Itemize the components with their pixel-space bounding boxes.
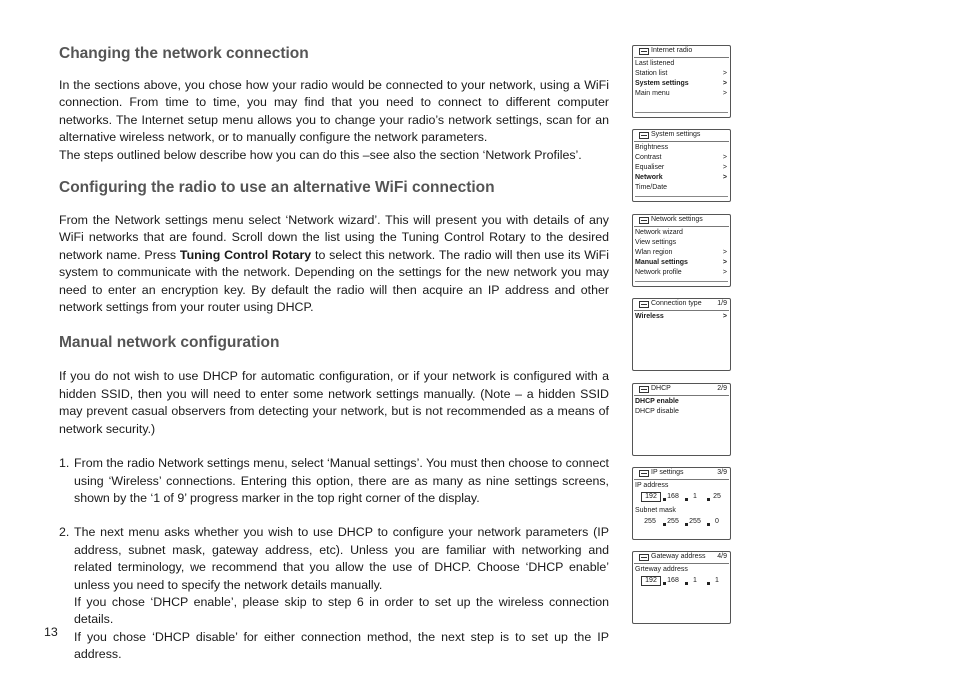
chevron-right-icon: > (722, 154, 727, 161)
progress-marker: 3/9 (717, 469, 727, 476)
menu-item: Main menu > (635, 90, 727, 97)
lcd-header (634, 384, 729, 396)
ip-octet-selected: 192 (641, 576, 661, 586)
menu-item: Last listened (635, 60, 675, 67)
lcd-header (634, 468, 729, 480)
field-label: Grteway address (635, 566, 688, 573)
chevron-right-icon: > (722, 313, 727, 320)
page-number: 13 (44, 625, 58, 639)
menu-item: View settings (635, 239, 677, 246)
paragraph: If you do not wish to use DHCP for automatic configuration, or if your network is configured with a hidden SSID, then you will need to enter some network settings manually. (Note – a hidden SSID may prevent casual observers from detecting your network, but is not recommended as a means of network security.) (59, 369, 609, 436)
menu-item: Network profile > (635, 269, 727, 276)
ip-octet: 0 (715, 518, 719, 525)
lcd-screen-ip-settings (632, 467, 731, 540)
lcd-divider (635, 112, 728, 113)
paragraph (59, 212, 609, 316)
menu-item-selected: System settings > (635, 80, 727, 87)
list-item (59, 455, 609, 507)
menu-item: Contrast > (635, 154, 727, 161)
field-label: IP address (635, 482, 669, 489)
menu-item-selected: Manual settings > (635, 259, 727, 266)
section-heading-manual-config: Manual network configuration (59, 334, 280, 352)
step-text: The next menu asks whether you wish to use DHCP to configure your network parameters (IP address, subnet mask, gateway address, etc). Unless you are familiar with networking and related terminology, we recommend that you allow the use of DHCP. Choose ‘DHCP enable’ unless you need to specify the network details manually. (74, 525, 609, 592)
chevron-right-icon: > (722, 90, 727, 97)
ip-octet: 168 (667, 577, 679, 584)
progress-marker: 4/9 (717, 553, 727, 560)
menu-item: Brightness (635, 144, 669, 151)
menu-item: DHCP disable (635, 408, 679, 415)
ip-octet: 168 (667, 493, 679, 500)
menu-item: Time/Date (635, 184, 668, 191)
menu-item: Wlan region > (635, 249, 727, 256)
menu-item: Equaliser > (635, 164, 727, 171)
text-run: to select this network. The radio will then use its WiFi system to communicate with the network. Depending on the settings for the new network you may need to enter an encryption key. By default the radio will then acquire an IP address and other network settings from your router using DHCP. (59, 247, 610, 315)
ip-octet: 255 (667, 518, 679, 525)
field-label: Subnet mask (635, 507, 676, 514)
chevron-right-icon: > (722, 174, 727, 181)
subnet-mask-field (635, 516, 728, 528)
bold-term: Tuning Control Rotary (179, 247, 312, 262)
lcd-header (634, 130, 729, 142)
lcd-title: Network settings (651, 216, 703, 223)
radio-display-icon (639, 386, 649, 393)
ip-octet: 1 (715, 577, 719, 584)
chevron-right-icon: > (722, 259, 727, 266)
ip-octet: 1 (693, 493, 697, 500)
paragraph: The steps outlined below describe how you can do this –see also the section ‘Network Profiles’. (59, 147, 582, 162)
lcd-title: DHCP (651, 385, 671, 392)
chevron-right-icon: > (722, 80, 727, 87)
chevron-right-icon: > (722, 164, 727, 171)
menu-item: Station list > (635, 70, 727, 77)
section-heading-changing-network: Changing the network connection (59, 45, 309, 62)
step-note: If you chose ‘DHCP enable’, please skip to step 6 in order to set up the wireless connection details. (74, 594, 609, 627)
paragraph: In the sections above, you chose how your radio would be connected to your network, using a WiFi connection. From time to time, you may find that you need to connect to different computer networks. The Internet setup menu allows you to change your radio’s network settings, scan for an alternative wireless network, or to manually configure the network parameters. (59, 78, 609, 145)
step-text: From the radio Network settings menu, select ‘Manual settings’. You must then choose to connect using ‘Wireless’ connections. Entering this option, there are as many as nine settings screens, shown by the ‘1 of 9’ progress marker in the top right corner of the display. (74, 456, 609, 505)
text-run: From the Network settings menu select ‘Network wizard’. This will present you with details of any WiFi networks that are found. Scroll down the list using the Tuning Control Rotary to the desired network name. Press (59, 213, 609, 262)
lcd-header (634, 299, 729, 311)
radio-display-icon (639, 132, 649, 139)
ip-octet-selected: 192 (641, 492, 661, 502)
radio-display-icon (639, 217, 649, 224)
step-number: 1. (59, 456, 70, 471)
lcd-header (634, 46, 729, 58)
lcd-title: System settings (651, 131, 701, 138)
menu-item-selected: Network > (635, 174, 727, 181)
ip-octet: 25 (713, 493, 721, 500)
progress-marker: 1/9 (717, 300, 727, 307)
lcd-header (634, 215, 729, 227)
radio-display-icon (639, 301, 649, 308)
chevron-right-icon: > (722, 269, 727, 276)
lcd-title: Connection type (651, 300, 702, 307)
gateway-address-field (635, 575, 728, 587)
ip-address-field (635, 491, 728, 503)
radio-display-icon (639, 554, 649, 561)
lcd-screen-internet-radio (632, 45, 731, 118)
lcd-header (634, 552, 729, 564)
menu-item: Network wizard (635, 229, 683, 236)
lcd-screen-connection-type (632, 298, 731, 371)
lcd-screen-network-settings (632, 214, 731, 287)
ip-octet: 255 (689, 518, 701, 525)
lcd-screen-dhcp (632, 383, 731, 456)
progress-marker: 2/9 (717, 385, 727, 392)
section-heading-alternative-wifi: Configuring the radio to use an alternative WiFi connection (59, 179, 495, 197)
lcd-screen-gateway-address (632, 551, 731, 624)
list-item (59, 524, 609, 663)
lcd-divider (635, 281, 728, 282)
chevron-right-icon: > (722, 249, 727, 256)
chevron-right-icon: > (722, 70, 727, 77)
main-text-column (59, 44, 609, 664)
lcd-screen-system-settings (632, 129, 731, 202)
radio-display-icon (639, 48, 649, 55)
lcd-title: Internet radio (651, 47, 693, 54)
step-note: If you chose ‘DHCP disable’ for either connection method, the next step is to set up the IP address. (74, 629, 609, 662)
ip-octet: 255 (644, 518, 656, 525)
menu-item-selected: Wireless > (635, 313, 727, 320)
radio-display-icon (639, 470, 649, 477)
ip-octet: 1 (693, 577, 697, 584)
step-number: 2. (59, 525, 70, 540)
lcd-title: IP settings (651, 469, 684, 476)
menu-item-selected: DHCP enable (635, 398, 679, 405)
lcd-divider (635, 196, 728, 197)
steps-list (59, 455, 609, 663)
lcd-title: Gateway address (651, 553, 706, 560)
